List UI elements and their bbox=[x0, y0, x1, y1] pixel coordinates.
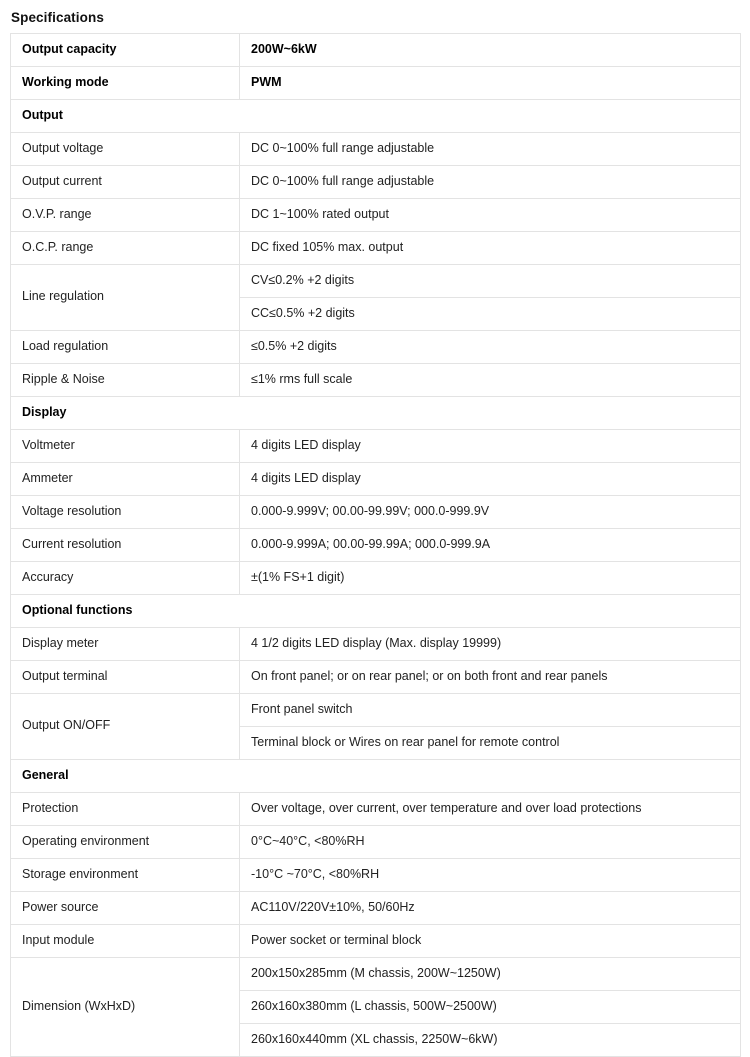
row-label: Load regulation bbox=[11, 330, 240, 363]
section-header-label: Optional functions bbox=[11, 594, 741, 627]
table-row bbox=[11, 165, 741, 198]
section-header-row bbox=[11, 759, 741, 792]
row-value: DC fixed 105% max. output bbox=[240, 231, 741, 264]
row-value: AC110V/220V±10%, 50/60Hz bbox=[240, 891, 741, 924]
row-value: Front panel switch bbox=[240, 693, 741, 726]
table-row bbox=[11, 132, 741, 165]
row-label: O.C.P. range bbox=[11, 231, 240, 264]
row-value: ±(1% FS+1 digit) bbox=[240, 561, 741, 594]
section-header-label: Display bbox=[11, 396, 741, 429]
row-label: Input module bbox=[11, 924, 240, 957]
row-value: 0.000-9.999V; 00.00-99.99V; 000.0-999.9V bbox=[240, 495, 741, 528]
row-value: On front panel; or on rear panel; or on both front and rear panels bbox=[240, 660, 741, 693]
table-row bbox=[11, 660, 741, 693]
row-label: Ripple & Noise bbox=[11, 363, 240, 396]
section-header-label: General bbox=[11, 759, 741, 792]
page-title: Specifications bbox=[11, 10, 104, 25]
row-label: Protection bbox=[11, 792, 240, 825]
row-value: Over voltage, over current, over temperature and over load protections bbox=[240, 792, 741, 825]
table-row bbox=[11, 429, 741, 462]
row-label: O.V.P. range bbox=[11, 198, 240, 231]
row-label: Output ON/OFF bbox=[11, 693, 240, 759]
row-label: Storage environment bbox=[11, 858, 240, 891]
row-value: Terminal block or Wires on rear panel for remote control bbox=[240, 726, 741, 759]
row-label: Output terminal bbox=[11, 660, 240, 693]
row-value: -10°C ~70°C, <80%RH bbox=[240, 858, 741, 891]
row-label: Line regulation bbox=[11, 264, 240, 330]
row-value: 4 1/2 digits LED display (Max. display 19999) bbox=[240, 627, 741, 660]
specifications-table-body bbox=[11, 33, 741, 1056]
row-value: DC 0~100% full range adjustable bbox=[240, 165, 741, 198]
row-value: PWM bbox=[240, 66, 741, 99]
table-row bbox=[11, 363, 741, 396]
row-label: Output voltage bbox=[11, 132, 240, 165]
row-label: Ammeter bbox=[11, 462, 240, 495]
table-row bbox=[11, 792, 741, 825]
row-value: ≤0.5% +2 digits bbox=[240, 330, 741, 363]
row-value: 0.000-9.999A; 00.00-99.99A; 000.0-999.9A bbox=[240, 528, 741, 561]
table-row bbox=[11, 957, 741, 990]
row-value: 0°C~40°C, <80%RH bbox=[240, 825, 741, 858]
row-label: Output capacity bbox=[11, 33, 240, 66]
section-header-row bbox=[11, 396, 741, 429]
table-row bbox=[11, 462, 741, 495]
row-value: 260x160x440mm (XL chassis, 2250W~6kW) bbox=[240, 1023, 741, 1056]
table-row bbox=[11, 561, 741, 594]
table-row bbox=[11, 264, 741, 297]
table-row bbox=[11, 924, 741, 957]
row-label: Working mode bbox=[11, 66, 240, 99]
row-label: Operating environment bbox=[11, 825, 240, 858]
table-row bbox=[11, 627, 741, 660]
section-header-row bbox=[11, 594, 741, 627]
row-value: DC 1~100% rated output bbox=[240, 198, 741, 231]
row-value: DC 0~100% full range adjustable bbox=[240, 132, 741, 165]
row-value: 200x150x285mm (M chassis, 200W~1250W) bbox=[240, 957, 741, 990]
row-label: Accuracy bbox=[11, 561, 240, 594]
table-row bbox=[11, 528, 741, 561]
row-value: 200W~6kW bbox=[240, 33, 741, 66]
table-row bbox=[11, 231, 741, 264]
table-row bbox=[11, 33, 741, 66]
table-row bbox=[11, 891, 741, 924]
specifications-table bbox=[10, 33, 741, 1057]
table-row bbox=[11, 330, 741, 363]
row-value: CC≤0.5% +2 digits bbox=[240, 297, 741, 330]
row-value: Power socket or terminal block bbox=[240, 924, 741, 957]
row-label: Power source bbox=[11, 891, 240, 924]
table-row bbox=[11, 693, 741, 726]
row-value: 4 digits LED display bbox=[240, 462, 741, 495]
row-value: CV≤0.2% +2 digits bbox=[240, 264, 741, 297]
row-value: 260x160x380mm (L chassis, 500W~2500W) bbox=[240, 990, 741, 1023]
table-row bbox=[11, 198, 741, 231]
row-value: 4 digits LED display bbox=[240, 429, 741, 462]
table-row bbox=[11, 825, 741, 858]
row-label: Voltmeter bbox=[11, 429, 240, 462]
row-label: Voltage resolution bbox=[11, 495, 240, 528]
table-row bbox=[11, 495, 741, 528]
row-label: Output current bbox=[11, 165, 240, 198]
section-header-row bbox=[11, 99, 741, 132]
row-label: Display meter bbox=[11, 627, 240, 660]
row-label: Dimension (WxHxD) bbox=[11, 957, 240, 1056]
row-label: Current resolution bbox=[11, 528, 240, 561]
section-header-label: Output bbox=[11, 99, 741, 132]
table-row bbox=[11, 66, 741, 99]
table-row bbox=[11, 858, 741, 891]
row-value: ≤1% rms full scale bbox=[240, 363, 741, 396]
